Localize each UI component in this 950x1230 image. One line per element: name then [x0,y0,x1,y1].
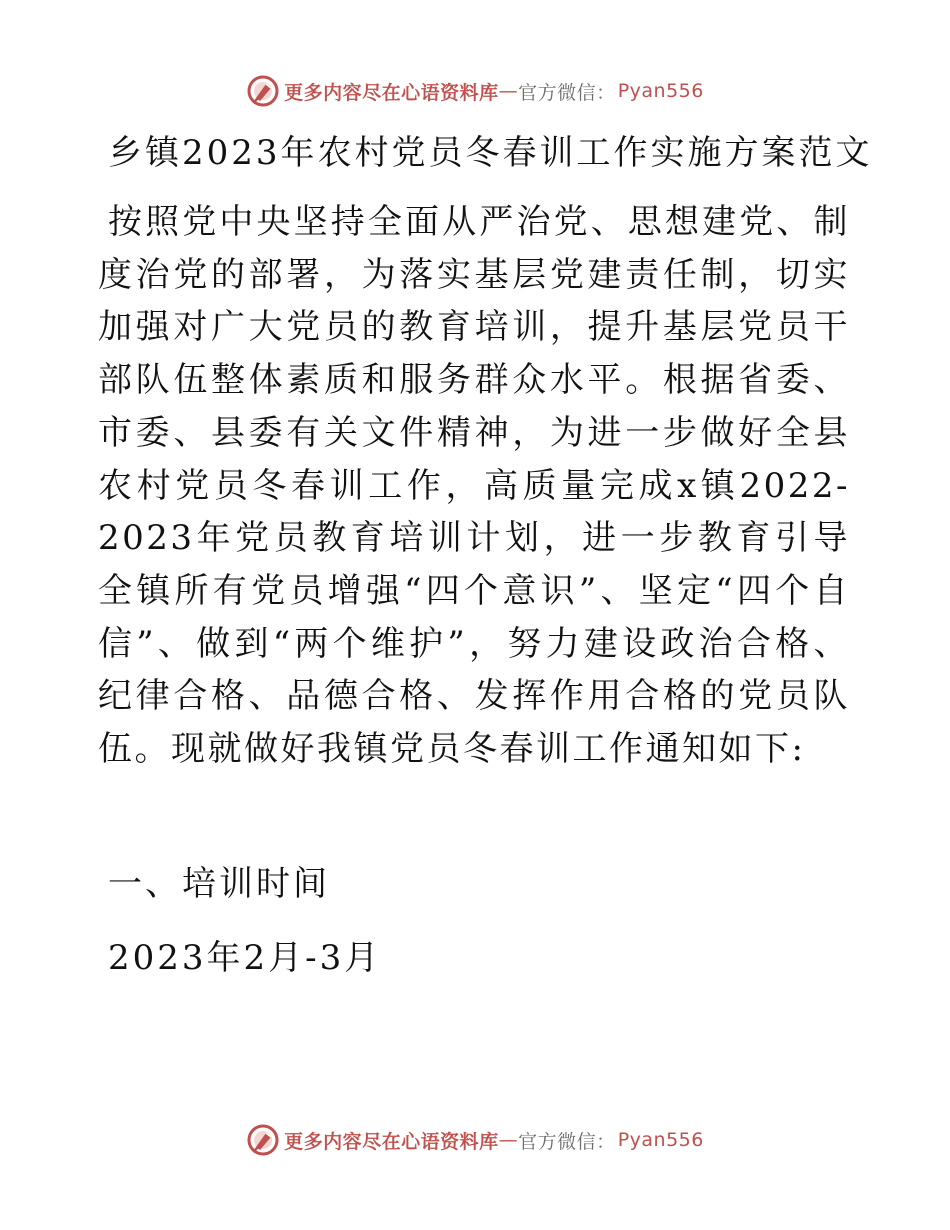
document-title: 乡镇2023年农村党员冬春训工作实施方案范文 [108,133,873,173]
watermark-dash: — [498,80,519,102]
intro-paragraph: 按照党中央坚持全面从严治党、思想建党、制度治党的部署，为落实基层党建责任制，切实加强对广大党员的教育培训，提升基层党员干部队伍整体素质和服务群众水平。根据省委、市委、县委有关文件精神，为进一步做好全县农村党员冬春训工作，高质量完成x镇2022-2023年党员教育培训计划，进一步教育引导全镇所有党员增强“四个意识”、坚定“四个自信”、做到“两个维护”，努力建设政治合格、纪律合格、品德合格、发挥作用合格的党员队伍。现就做好我镇党员冬春训工作通知如下: [98,202,850,770]
watermark-contact-id: Pyan556 [617,80,704,102]
watermark-contact-label: 官方微信： [518,1130,616,1153]
watermark-brand-text: 更多内容尽在心语资料库 [284,1130,499,1153]
section-heading-training-time: 一、培训时间 [108,864,330,904]
section-body-training-time: 2023年2月-3月 [108,938,382,978]
watermark-brand-text: 更多内容尽在心语资料库 [284,81,499,104]
pen-nib-seal-icon [246,74,280,108]
watermark-dash: — [498,1129,519,1151]
footer-watermark [0,1120,950,1160]
pen-nib-seal-icon [246,1123,280,1157]
watermark-contact-label: 官方微信： [518,81,616,104]
watermark-contact-id: Pyan556 [617,1129,704,1151]
header-watermark [0,71,950,111]
